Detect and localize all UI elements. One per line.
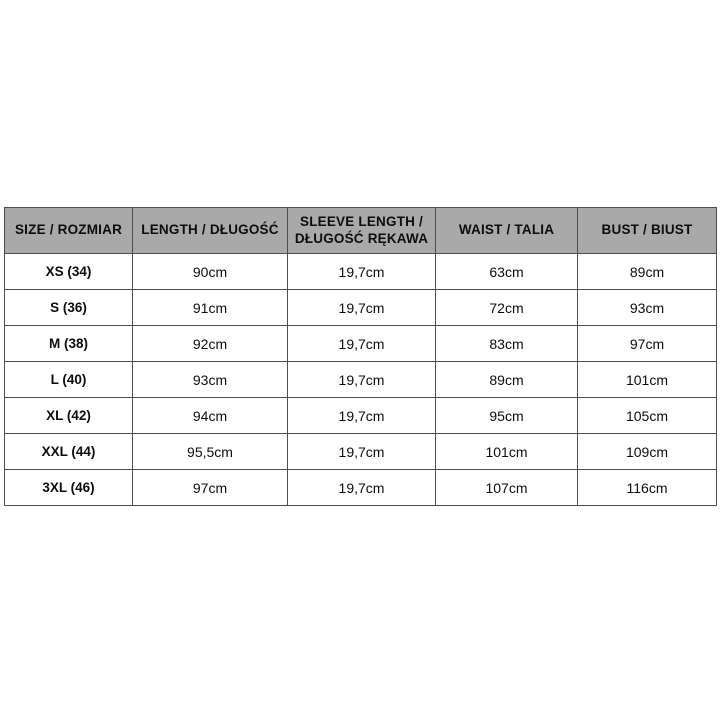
length-cell: 91cm (133, 290, 288, 326)
table-row (5, 470, 717, 506)
length-cell: 94cm (133, 398, 288, 434)
sleeve-length-cell: 19,7cm (288, 434, 436, 470)
size-cell: XS (34) (5, 254, 133, 290)
table-row (5, 362, 717, 398)
length-cell: 92cm (133, 326, 288, 362)
sleeve-length-cell: 19,7cm (288, 290, 436, 326)
table-body (5, 254, 717, 506)
size-cell: S (36) (5, 290, 133, 326)
col-header-sleeve: SLEEVE LENGTH / DŁUGOŚĆ RĘKAWA (288, 208, 436, 254)
bust-cell: 93cm (578, 290, 717, 326)
length-cell: 95,5cm (133, 434, 288, 470)
table-row (5, 434, 717, 470)
sleeve-length-cell: 19,7cm (288, 470, 436, 506)
col-header-length: LENGTH / DŁUGOŚĆ (133, 208, 288, 254)
size-cell: M (38) (5, 326, 133, 362)
length-cell: 93cm (133, 362, 288, 398)
waist-cell: 72cm (436, 290, 578, 326)
col-header-size: SIZE / ROZMIAR (5, 208, 133, 254)
length-cell: 97cm (133, 470, 288, 506)
sleeve-length-cell: 19,7cm (288, 254, 436, 290)
col-header-waist: WAIST / TALIA (436, 208, 578, 254)
sleeve-length-cell: 19,7cm (288, 362, 436, 398)
waist-cell: 83cm (436, 326, 578, 362)
bust-cell: 105cm (578, 398, 717, 434)
bust-cell: 101cm (578, 362, 717, 398)
bust-cell: 89cm (578, 254, 717, 290)
col-header-bust: BUST / BIUST (578, 208, 717, 254)
table-row (5, 254, 717, 290)
waist-cell: 95cm (436, 398, 578, 434)
table-header-row (5, 208, 717, 254)
size-cell: 3XL (46) (5, 470, 133, 506)
size-chart-table (4, 207, 717, 506)
size-cell: XL (42) (5, 398, 133, 434)
table-row (5, 290, 717, 326)
table-row (5, 398, 717, 434)
waist-cell: 63cm (436, 254, 578, 290)
table-row (5, 326, 717, 362)
length-cell: 90cm (133, 254, 288, 290)
size-cell: L (40) (5, 362, 133, 398)
sleeve-length-cell: 19,7cm (288, 398, 436, 434)
size-cell: XXL (44) (5, 434, 133, 470)
bust-cell: 97cm (578, 326, 717, 362)
waist-cell: 101cm (436, 434, 578, 470)
bust-cell: 116cm (578, 470, 717, 506)
waist-cell: 107cm (436, 470, 578, 506)
bust-cell: 109cm (578, 434, 717, 470)
waist-cell: 89cm (436, 362, 578, 398)
sleeve-length-cell: 19,7cm (288, 326, 436, 362)
